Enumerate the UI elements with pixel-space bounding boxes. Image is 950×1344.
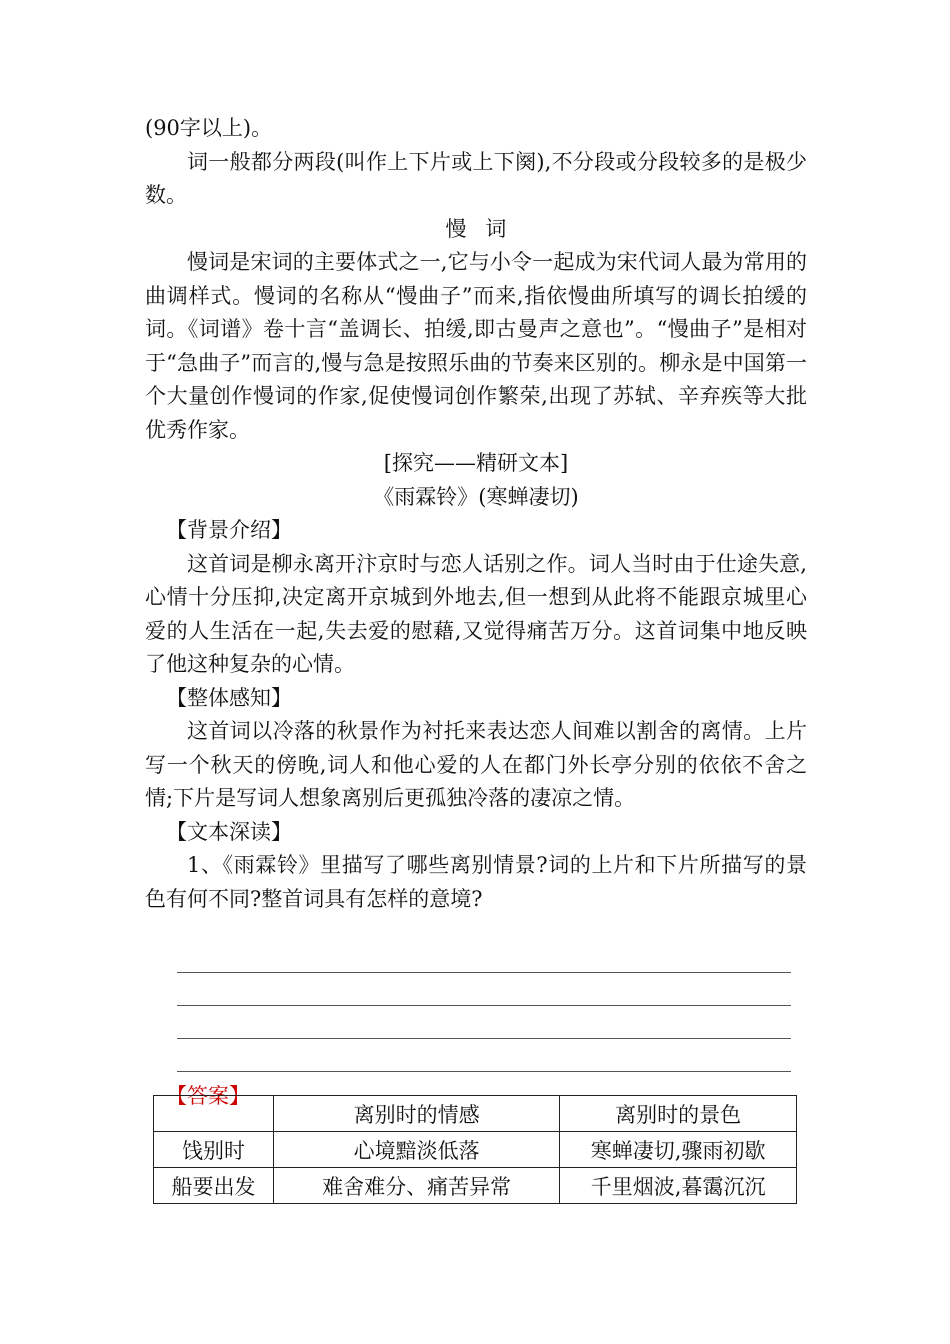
table-header-cell: 离别时的情感: [273, 1096, 559, 1132]
table-cell: 饯别时: [154, 1132, 274, 1168]
table-header-cell: 离别时的景色: [560, 1096, 797, 1132]
table-cell: 难舍难分、痛苦异常: [273, 1168, 559, 1204]
table-row: [154, 1132, 797, 1168]
blank-answer-line: [177, 973, 791, 1006]
label-background: 【背景介绍】: [166, 518, 292, 542]
answer-table: [153, 1095, 797, 1204]
table-row: [154, 1168, 797, 1204]
poem-title: 《雨霖铃》(寒蝉凄切): [373, 484, 579, 509]
answer-lines: [177, 940, 791, 1072]
section-title: [探究——精研文本]: [383, 451, 569, 475]
paragraph-background: 这首词是柳永离开汴京时与恋人话别之作。词人当时由于仕途失意,心情十分压抑,决定离开京城到外地去,但一想到从此将不能跟京城里心爱的人生活在一起,失去爱的慰藉,又觉得痛苦万分。这首词集中地反映了他这种复杂的心情。: [145, 551, 807, 676]
paragraph-overall: 这首词以冷落的秋景作为衬托来表达恋人间难以割舍的离情。上片写一个秋天的傍晚,词人和他心爱的人在都门外长亭分别的依依不舍之情;下片是写词人想象离别后更孤独冷落的凄凉之情。: [145, 719, 807, 810]
table-header-row: [154, 1096, 797, 1132]
blank-answer-line: [177, 1006, 791, 1039]
blank-answer-line: [177, 1039, 791, 1072]
table-header-cell: [154, 1096, 274, 1132]
label-reading: 【文本深读】: [166, 819, 292, 844]
label-overall: 【整体感知】: [166, 685, 292, 710]
paragraph-manci: 慢词是宋词的主要体式之一,它与小令一起成为宋代词人最为常用的曲调样式。慢词的名称从“慢曲子”而来,指依慢曲所填写的调长拍缓的词。《词谱》卷十言“盖调长、拍缓,即古曼声之意也”。“慢曲子”是相对于“急曲子”而言的,慢与急是按照乐曲的节奏来区别的。柳永是中国第一个大量创作慢词的作家,促使慢词创作繁荣,出现了苏轼、辛弃疾等大批优秀作家。: [145, 250, 807, 442]
paragraph-word-count: (90字以上)。: [145, 116, 273, 140]
document-body: [145, 112, 807, 1135]
heading-manci: 慢词: [445, 216, 526, 241]
answer-label: 【答案】: [166, 1084, 250, 1108]
paragraph-two-parts: 词一般都分两段(叫作上下片或上下阕),不分段或分段较多的是极少数。: [145, 149, 807, 207]
table-cell: 千里烟波,暮霭沉沉: [560, 1168, 797, 1204]
table-cell: 船要出发: [154, 1168, 274, 1204]
question-1: 1、《雨霖铃》里描写了哪些离别情景?词的上片和下片所描写的景色有何不同?整首词具有怎样的意境?: [145, 853, 807, 911]
blank-answer-line: [177, 940, 791, 973]
table-cell: 寒蝉凄切,骤雨初歇: [560, 1132, 797, 1168]
table-cell: 心境黯淡低落: [273, 1132, 559, 1168]
